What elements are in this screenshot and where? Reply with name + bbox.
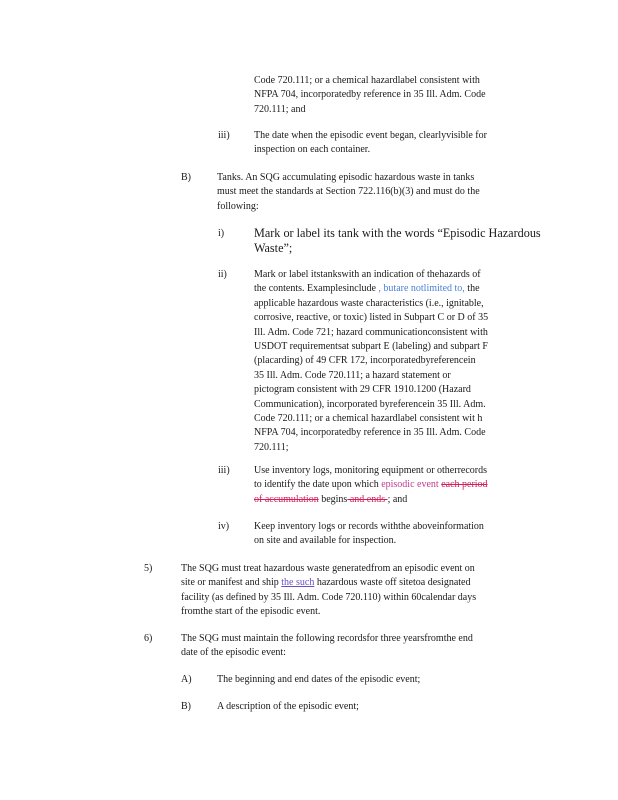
text-line: A description of the episodic event;: [217, 701, 359, 712]
text-line: The date when the episodic event began, clearlyvisible for: [254, 130, 487, 141]
deleted-text: each period: [441, 479, 488, 491]
item-6-text: [181, 632, 535, 661]
inserted-text: episodic event: [378, 479, 442, 491]
item-5-text: [181, 562, 535, 620]
text-line: USDOT requirementsat subpart E (labeling) and subpart F: [254, 341, 488, 353]
text-line: facility (as defined by 35 Ill. Adm. Code 720.110) within 60calendar days: [181, 591, 477, 603]
text-line: Waste”;: [254, 241, 293, 255]
text-line: [254, 478, 530, 492]
deleted-text: and ends: [347, 493, 388, 505]
text-line: corrosive, reactive, or toxic) listed in Subpart C or D of 35: [254, 312, 489, 324]
text-line: NFPA 704, incorporatedby reference in 35 Ill. Adm. Code: [254, 89, 486, 101]
inserted-text: , butare notlimited to,: [375, 283, 465, 295]
text-line: The SQG must treat hazardous waste generatedfrom an episodic event on: [181, 563, 475, 574]
text-line: Code 720.111; or a chemical hazardlabel consistent wit h: [254, 413, 483, 425]
deleted-text: of accumulation: [254, 493, 319, 505]
item-b-iii-text: [254, 464, 530, 507]
item-label-b-iv: iv): [218, 521, 230, 532]
item-label-b-i: i): [218, 228, 225, 239]
text-line: The SQG must maintain the following recordsfor three yearsfromthe end: [181, 633, 473, 644]
text-run: ; and: [387, 493, 408, 505]
item-6-b-text: [217, 700, 517, 714]
text-run: the: [464, 283, 480, 295]
item-label-6: 6): [144, 633, 153, 644]
text-line: Code 720.111; or a chemical hazardlabel consistent with: [254, 75, 480, 86]
text-line: on site and available for inspection.: [254, 535, 397, 547]
text-line: inspection on each container.: [254, 144, 371, 156]
inserted-text: the: [281, 577, 294, 589]
text-line: Keep inventory logs or records withthe aboveinformation: [254, 521, 484, 532]
text-line: [181, 576, 535, 590]
inserted-text: such: [293, 577, 315, 589]
text-line: (placarding) of 49 CFR 172, incorporatedbyreferencein: [254, 355, 476, 367]
text-line: must meet the standards at Section 722.116(b)(3) and must do the: [217, 186, 480, 198]
text-line: NFPA 704, incorporatedby reference in 35 Ill. Adm. Code: [254, 427, 486, 439]
item-label-b-ii: ii): [218, 269, 227, 280]
item-label-b-iii: iii): [218, 465, 230, 476]
text-line: Mark or label itstankswith an indication of thehazards of: [254, 269, 481, 280]
item-label-5: 5): [144, 563, 153, 574]
item-b-text: [217, 171, 533, 214]
text-line: 720.111; and: [254, 103, 306, 115]
item-b-ii-text: [254, 268, 534, 455]
item-b-i-text: [254, 226, 542, 256]
text-line: [254, 282, 534, 296]
item-a-iii-text: [254, 129, 532, 158]
text-line: 720.111;: [254, 441, 289, 453]
text-line: Use inventory logs, monitoring equipment or otherrecords: [254, 465, 488, 476]
text-line: date of the episodic event:: [181, 647, 286, 659]
continuation-paragraph: [254, 74, 530, 117]
text-line: applicable hazardous waste characteristics (i.e., ignitable,: [254, 297, 484, 309]
text-run: site or manifest and ship: [181, 577, 282, 589]
text-run: to identify the date upon which: [254, 479, 379, 491]
text-line: The beginning and end dates of the episodic event;: [217, 674, 421, 685]
item-b-iv-text: [254, 520, 530, 549]
text-line: following:: [217, 200, 259, 212]
text-line: Ill. Adm. Code 721; hazard communicationconsistent with: [254, 326, 488, 338]
text-line: 35 Ill. Adm. Code 720.111; a hazard statement or: [254, 369, 451, 381]
text-run: hazardous waste off sitetoa designated: [314, 577, 471, 589]
item-label-b: B): [181, 172, 191, 183]
text-line: Tanks. An SQG accumulating episodic hazardous waste in tanks: [217, 172, 475, 183]
item-label-6-b: B): [181, 701, 191, 712]
text-run: begins: [318, 493, 348, 505]
item-label-a-iii: iii): [218, 130, 230, 141]
text-run: the contents. Examplesinclude: [254, 283, 376, 295]
text-line: pictogram consistent with 29 CFR 1910.1200 (Hazard: [254, 384, 471, 396]
item-label-6-a: A): [181, 674, 192, 685]
text-line: Communication), incorporated byreferencein 35 Ill. Adm.: [254, 398, 486, 410]
text-line: Mark or label its tank with the words “Episodic Hazardous: [254, 226, 541, 240]
text-line: fromthe start of the episodic event.: [181, 606, 321, 618]
item-6-a-text: [217, 673, 517, 687]
text-line: [254, 493, 530, 507]
